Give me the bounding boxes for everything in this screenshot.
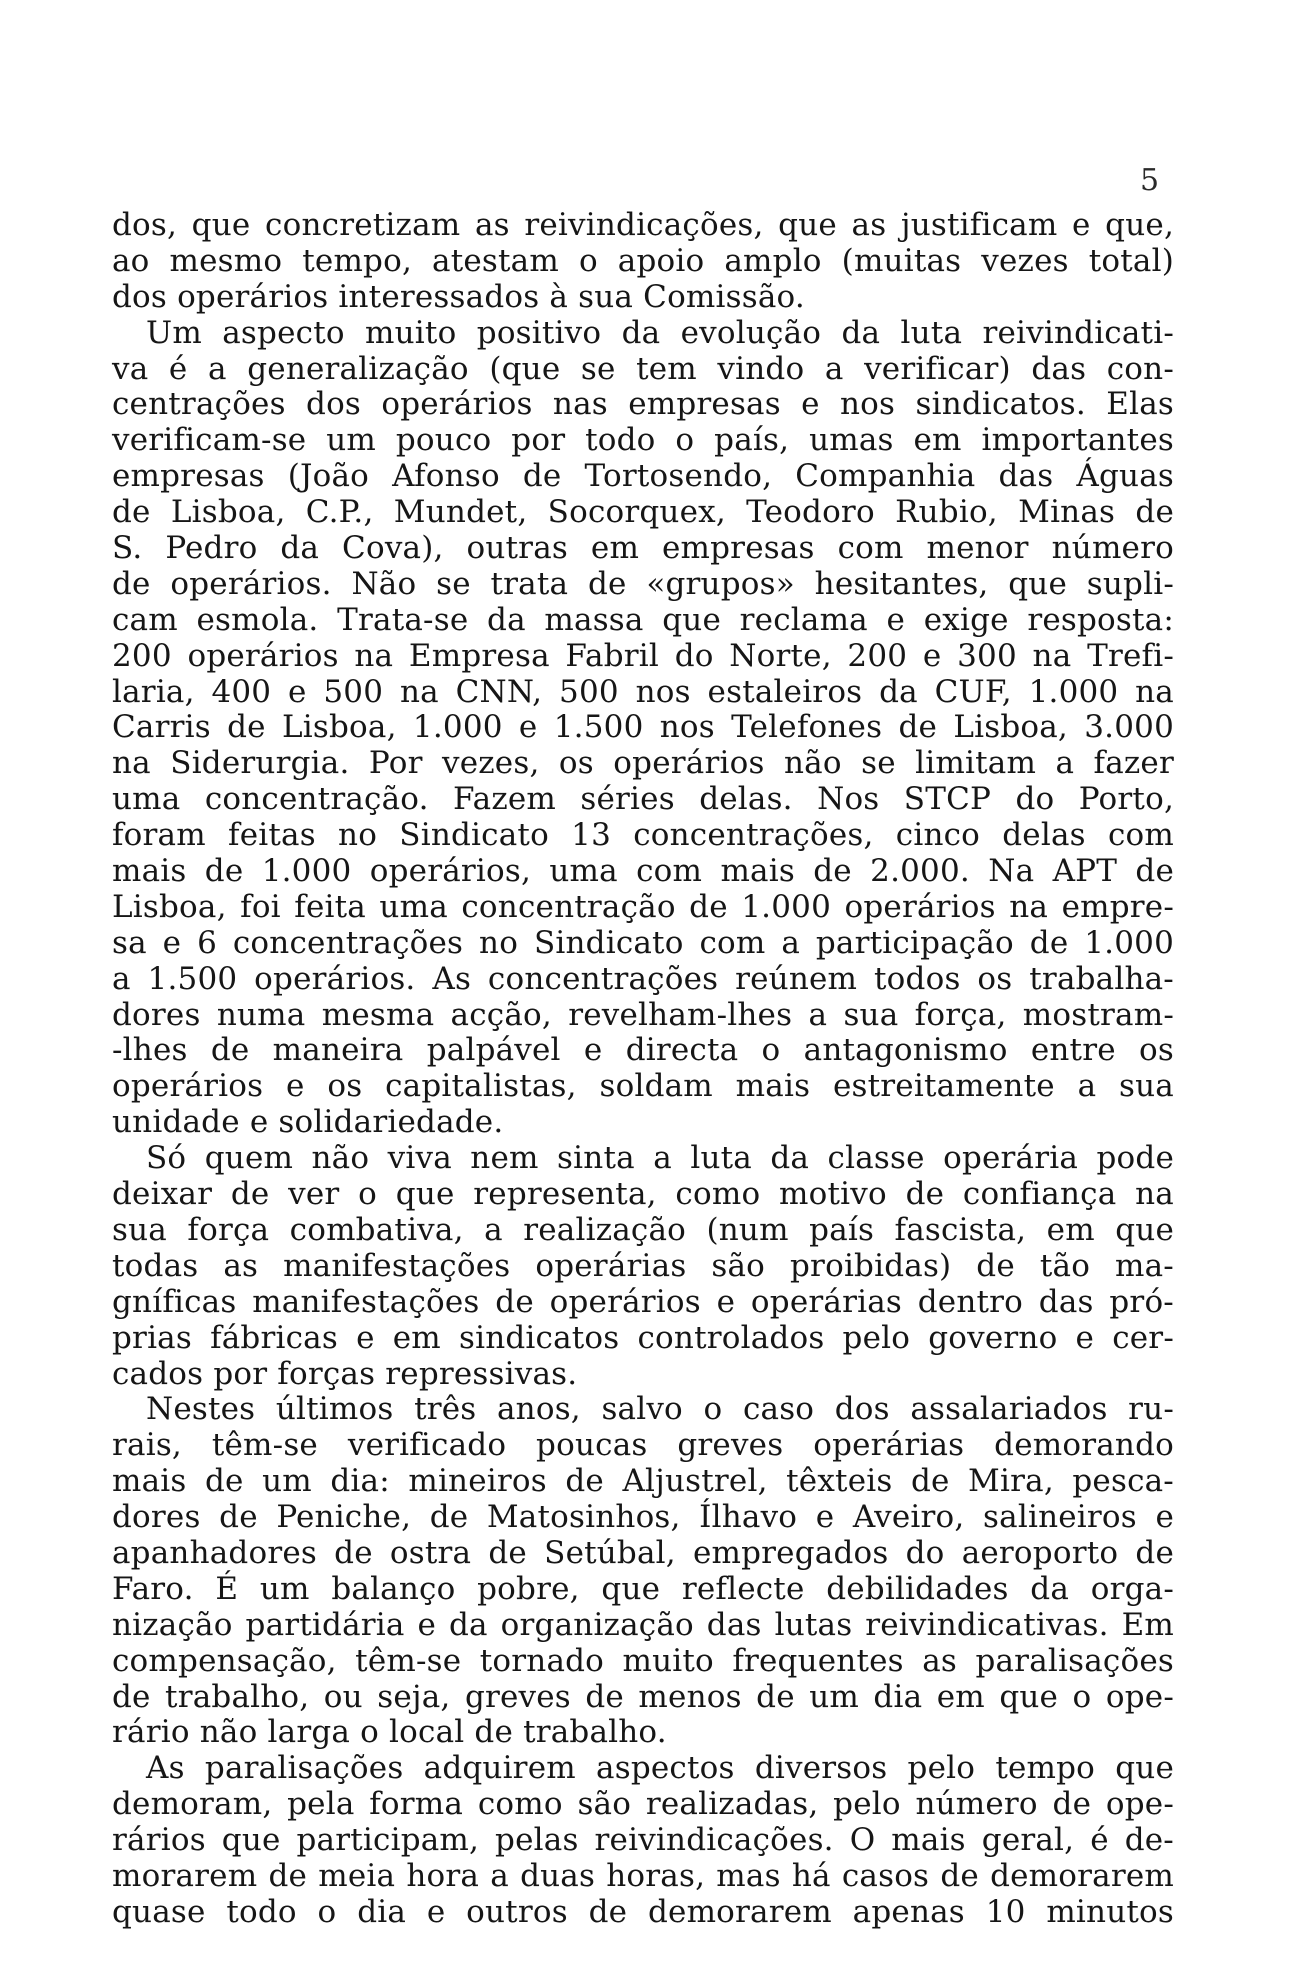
text-line: gníficas manifestações de operários e operárias dentro das pró- xyxy=(112,1283,1174,1320)
text-line: mais de 1.000 operários, uma com mais de 2.000. Na APT de xyxy=(112,853,1174,890)
text-line: dores numa mesma acção, revelham-lhes a sua força, mostram- xyxy=(112,996,1174,1033)
text-line: de trabalho, ou seja, greves de menos de um dia em que o ope- xyxy=(112,1678,1174,1715)
text-line: prias fábricas e em sindicatos controlados pelo governo e cer- xyxy=(112,1319,1174,1356)
text-line: foram feitas no Sindicato 13 concentrações, cinco delas com xyxy=(112,817,1174,854)
text-line: unidade e solidariedade. xyxy=(112,1104,504,1141)
text-line: laria, 400 e 500 na CNN, 500 nos estaleiros da CUF, 1.000 na xyxy=(112,673,1174,710)
text-line: demoram, pela forma como são realizadas, pelo número de ope- xyxy=(112,1786,1174,1823)
text-line: Um aspecto muito positivo da evolução da luta reivindicati- xyxy=(146,314,1174,351)
text-line: na Siderurgia. Por vezes, os operários não se limitam a fazer xyxy=(112,745,1174,782)
text-line: va é a generalização (que se tem vindo a verificar) das con- xyxy=(112,350,1174,387)
text-line: a 1.500 operários. As concentrações reúnem todos os trabalha- xyxy=(112,960,1174,997)
text-line: Nestes últimos três anos, salvo o caso dos assalariados ru- xyxy=(146,1391,1174,1428)
text-line: dos operários interessados à sua Comissão. xyxy=(112,278,805,315)
body-text xyxy=(112,208,1174,1931)
text-line: apanhadores de ostra de Setúbal, empregados do aeroporto de xyxy=(112,1534,1174,1571)
text-line: rais, têm-se verificado poucas greves operárias demorando xyxy=(112,1427,1174,1464)
text-line: compensação, têm-se tornado muito frequentes as paralisações xyxy=(112,1642,1174,1679)
text-line: Só quem não viva nem sinta a luta da classe operária pode xyxy=(146,1140,1174,1177)
text-line: empresas (João Afonso de Tortosendo, Companhia das Águas xyxy=(112,458,1174,495)
text-line: 200 operários na Empresa Fabril do Norte, 200 e 300 na Trefi- xyxy=(112,637,1174,674)
text-line: -lhes de maneira palpável e directa o antagonismo entre os xyxy=(112,1032,1174,1069)
text-line: ao mesmo tempo, atestam o apoio amplo (muitas vezes total) xyxy=(112,242,1174,279)
text-line: todas as manifestações operárias são proibidas) de tão ma- xyxy=(112,1247,1174,1284)
text-line: operários e os capitalistas, soldam mais estreitamente a sua xyxy=(112,1068,1174,1105)
text-line: cam esmola. Trata-se da massa que reclama e exige resposta: xyxy=(112,601,1174,638)
text-line: nização partidária e da organização das lutas reivindicativas. Em xyxy=(112,1606,1174,1643)
text-line: sa e 6 concentrações no Sindicato com a participação de 1.000 xyxy=(112,924,1174,961)
text-line: rário não larga o local de trabalho. xyxy=(112,1714,667,1751)
page-number: 5 xyxy=(1140,163,1160,198)
text-line: uma concentração. Fazem séries delas. Nos STCP do Porto, xyxy=(112,781,1174,818)
text-line: de operários. Não se trata de «grupos» hesitantes, que supli- xyxy=(112,565,1174,602)
text-line: dores de Peniche, de Matosinhos, Ílhavo e Aveiro, salineiros e xyxy=(112,1499,1174,1536)
text-line: S. Pedro da Cova), outras em empresas com menor número xyxy=(112,530,1174,567)
text-line: verificam-se um pouco por todo o país, umas em importantes xyxy=(112,422,1174,459)
text-line: dos, que concretizam as reivindicações, que as justificam e que, xyxy=(112,207,1174,243)
text-line: morarem de meia hora a duas horas, mas há casos de demorarem xyxy=(112,1857,1174,1894)
text-line: cados por forças repressivas. xyxy=(112,1355,578,1392)
text-line: Faro. É um balanço pobre, que reflecte debilidades da orga- xyxy=(112,1570,1174,1607)
text-line: quase todo o dia e outros de demorarem apenas 10 minutos xyxy=(112,1893,1174,1930)
text-line: rários que participam, pelas reivindicações. O mais geral, é de- xyxy=(112,1822,1174,1859)
text-line: deixar de ver o que representa, como motivo de confiança na xyxy=(112,1176,1174,1213)
text-line: Lisboa, foi feita uma concentração de 1.000 operários na empre- xyxy=(112,888,1174,925)
text-line: centrações dos operários nas empresas e nos sindicatos. Elas xyxy=(112,386,1174,423)
text-line: As paralisações adquirem aspectos diversos pelo tempo que xyxy=(146,1750,1174,1787)
text-line: mais de um dia: mineiros de Aljustrel, têxteis de Mira, pesca- xyxy=(112,1463,1174,1500)
text-line: de Lisboa, C.P., Mundet, Socorquex, Teodoro Rubio, Minas de xyxy=(112,494,1174,531)
text-line: Carris de Lisboa, 1.000 e 1.500 nos Telefones de Lisboa, 3.000 xyxy=(112,709,1174,746)
text-line: sua força combativa, a realização (num país fascista, em que xyxy=(112,1211,1174,1248)
